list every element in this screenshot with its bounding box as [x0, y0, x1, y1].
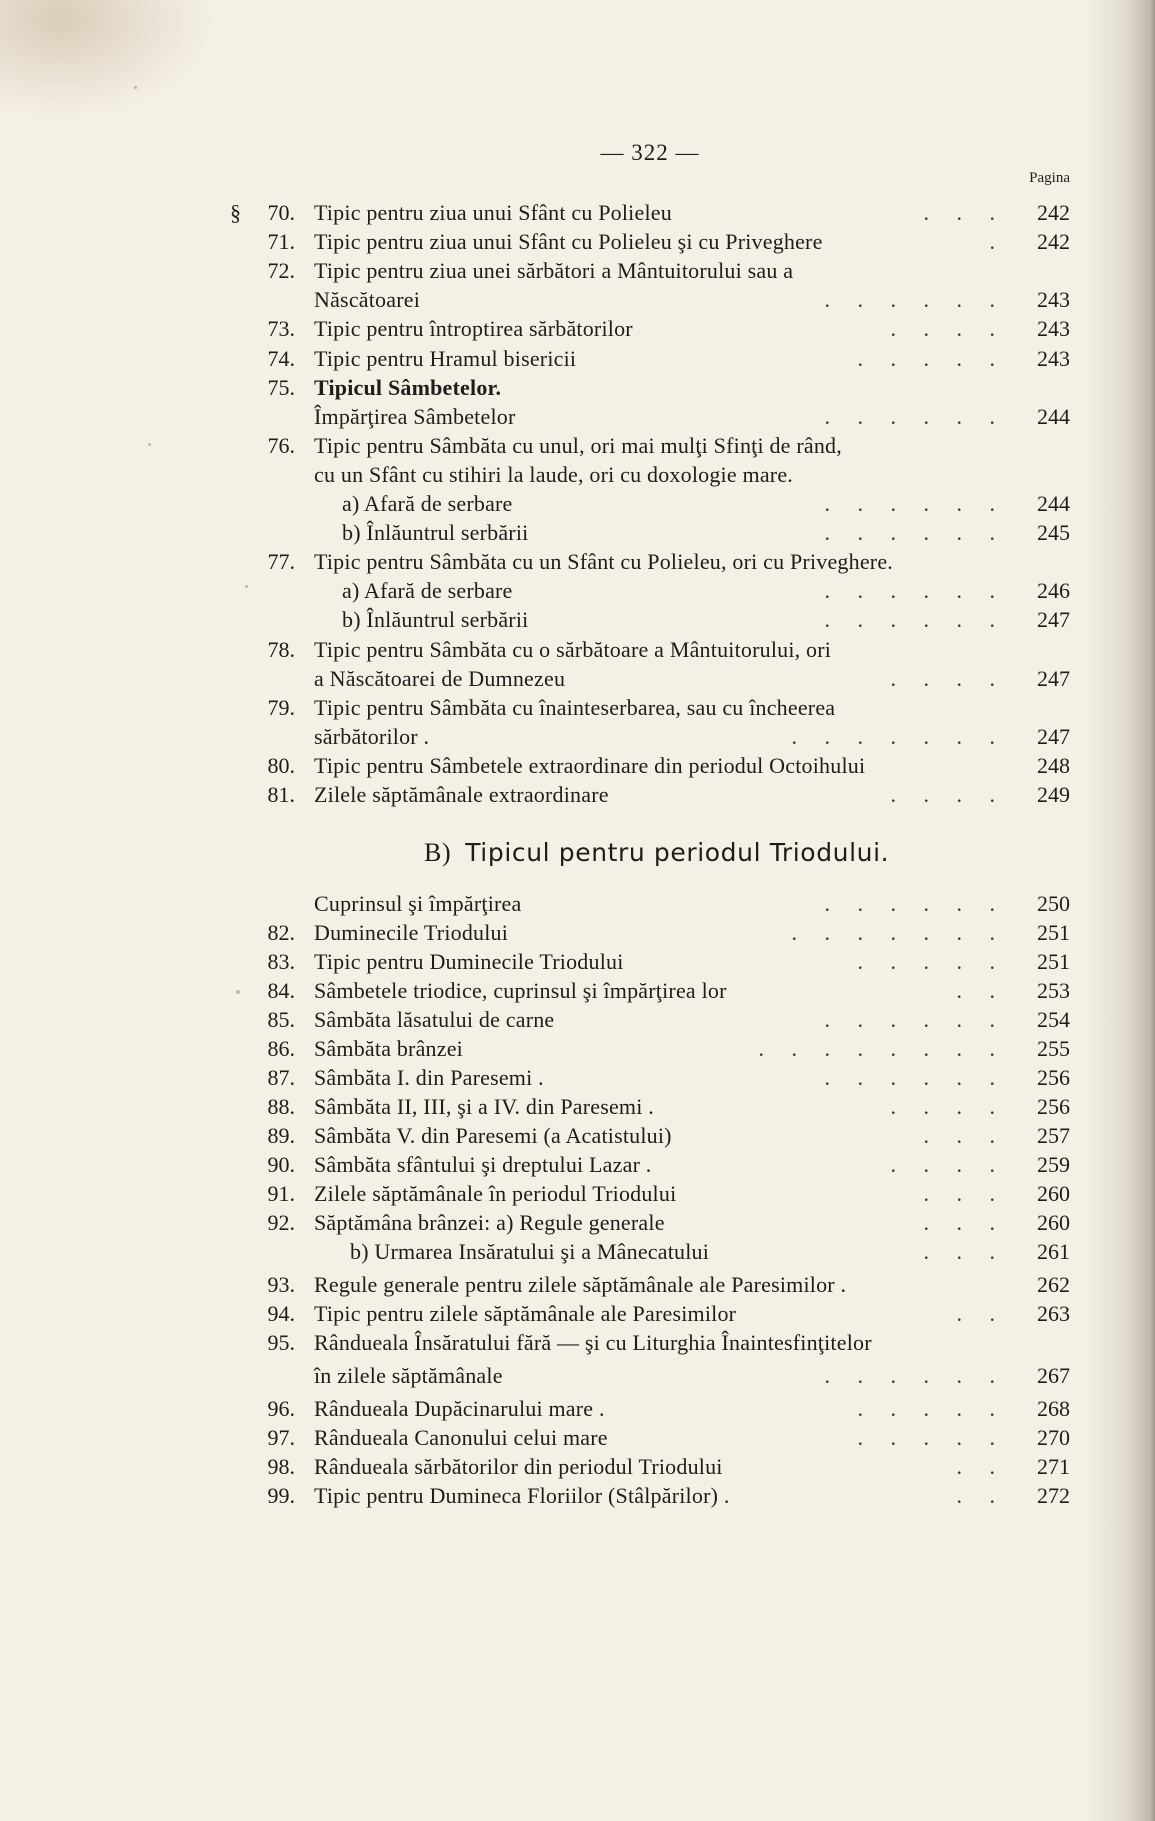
- entry-title: cu un Sfânt cu stihiri la laude, ori cu doxologie mare.: [314, 461, 793, 487]
- entry-number: 98.: [267, 1454, 295, 1479]
- entry-number: 84.: [267, 978, 295, 1003]
- toc-entry: [0, 431, 1155, 460]
- entry-page-number: 261: [1037, 1239, 1070, 1264]
- entry-page-number: 268: [1037, 1396, 1070, 1421]
- toc-entry: [0, 918, 1155, 947]
- entry-title: Tipic pentru întroptirea sărbătorilor: [314, 316, 633, 342]
- leader-dots: . . . . . .: [824, 520, 995, 546]
- entry-page-number: 263: [1037, 1301, 1070, 1326]
- entry-number: 99.: [267, 1483, 295, 1508]
- entry-page-number: 270: [1037, 1425, 1070, 1450]
- leader-dots: . . . . . .: [824, 1007, 995, 1032]
- leader-dots: . . .: [923, 1239, 995, 1264]
- leader-dots: . . . .: [890, 665, 995, 691]
- leader-dots: . .: [956, 1483, 995, 1508]
- entry-number: 71.: [267, 229, 295, 255]
- entry-title: Rândueala Dupăcinarului mare .: [314, 1396, 605, 1421]
- toc-entry: [0, 693, 1155, 722]
- entry-title: a Născătoarei de Dumnezeu: [314, 665, 566, 691]
- entry-page-number: 248: [1037, 752, 1070, 778]
- toc-entry: [0, 518, 1155, 547]
- leader-dots: . . . . .: [857, 1425, 995, 1450]
- toc-entry: [0, 1452, 1155, 1481]
- entry-page-number: 259: [1037, 1152, 1070, 1177]
- toc-entry: [0, 780, 1155, 809]
- entry-title: Sâmbăta sfântului şi dreptului Lazar .: [314, 1152, 652, 1177]
- entry-page-number: 262: [1037, 1272, 1070, 1297]
- entry-title: Născătoarei: [314, 287, 421, 313]
- toc-entry: [0, 227, 1155, 256]
- entry-title: Rândueala Canonului celui mare: [314, 1425, 608, 1450]
- leader-dots: . . .: [923, 200, 995, 225]
- toc-entry: [0, 285, 1155, 314]
- leader-dots: . . . . . .: [824, 287, 995, 313]
- leader-dots: . . . . . . . .: [758, 1036, 995, 1061]
- leader-dots: . .: [956, 1301, 995, 1326]
- entry-number: 74.: [267, 345, 295, 371]
- toc-entry: [0, 1092, 1155, 1121]
- entry-title: Tipic pentru Hramul bisericii: [314, 345, 577, 371]
- entry-number: 70.: [267, 200, 295, 225]
- toc-entry: [0, 1328, 1155, 1357]
- toc-entry: [0, 344, 1155, 373]
- entry-page-number: 247: [1037, 607, 1070, 633]
- entry-page-number: 247: [1037, 665, 1070, 691]
- leader-dots: . . .: [923, 1210, 995, 1235]
- leader-dots: . . . . . .: [824, 578, 995, 604]
- scan-speck: [148, 443, 151, 446]
- entry-title: Tipic pentru Sâmbăta cu înainteserbarea, sau cu încheerea: [314, 694, 836, 720]
- entry-title: Tipic pentru ziua unei sărbători a Mântuitorului sau a: [314, 258, 794, 284]
- entry-title: Cuprinsul şi împărţirea: [314, 891, 522, 916]
- entry-number: 94.: [267, 1301, 295, 1326]
- toc-entry: [0, 460, 1155, 489]
- entry-number: 72.: [267, 258, 295, 284]
- entry-number: 92.: [267, 1210, 295, 1235]
- entry-title: în zilele săptămânale: [314, 1363, 503, 1388]
- entry-number: 81.: [267, 782, 295, 807]
- toc-entry: [0, 976, 1155, 1005]
- leader-dots: . . . . . .: [824, 607, 995, 633]
- entry-title: b) Înlăuntrul serbării: [342, 607, 529, 633]
- toc-entry: [0, 314, 1155, 343]
- toc-entry: [0, 1121, 1155, 1150]
- scan-speck: [134, 86, 137, 89]
- entry-title: Zilele săptămânale extraordinare: [314, 782, 609, 807]
- leader-dots: . . . . .: [857, 1396, 995, 1421]
- leader-dots: . .: [956, 978, 995, 1003]
- entry-page-number: 251: [1037, 920, 1070, 945]
- entry-page-number: 255: [1037, 1036, 1070, 1061]
- entry-title: Sâmbetele triodice, cuprinsul şi împărţirea lor: [314, 978, 727, 1003]
- entry-number: 77.: [267, 549, 295, 575]
- leader-dots: . . . .: [890, 1152, 995, 1177]
- entry-number: 73.: [267, 316, 295, 342]
- leader-dots: . . . .: [890, 1094, 995, 1119]
- leader-dots: . . . . . .: [824, 891, 995, 916]
- leader-dots: . . .: [923, 1123, 995, 1148]
- entry-page-number: 250: [1037, 891, 1070, 916]
- leader-dots: . . . . .: [857, 949, 995, 974]
- entry-title: Tipic pentru Sâmbăta cu unul, ori mai mulţi Sfinţi de rând,: [314, 432, 842, 458]
- entry-number: 97.: [267, 1425, 295, 1450]
- entry-title: Tipic pentru Sâmbetele extraordinare din periodul Octoihului: [314, 752, 866, 778]
- entry-title: b) Înlăuntrul serbării: [342, 520, 529, 546]
- entry-page-number: 249: [1037, 782, 1070, 807]
- entry-page-number: 254: [1037, 1007, 1070, 1032]
- entry-title: Sâmbăta brânzei: [314, 1036, 463, 1061]
- toc-entry: [0, 1005, 1155, 1034]
- entry-number: 90.: [267, 1152, 295, 1177]
- entry-page-number: 243: [1037, 287, 1070, 313]
- entry-title: Împărţirea Sâmbetelor: [314, 403, 516, 429]
- entry-number: 76.: [267, 432, 295, 458]
- entry-page-number: 243: [1037, 345, 1070, 371]
- entry-title: Rândueala sărbătorilor din periodul Triodului: [314, 1454, 723, 1479]
- entry-number: 93.: [267, 1272, 295, 1297]
- toc-entry: [0, 489, 1155, 518]
- entry-number: 80.: [267, 752, 295, 778]
- entry-title: Tipic pentru zilele săptămânale ale Paresimilor: [314, 1301, 737, 1326]
- entry-title: Duminecile Triodului: [314, 920, 509, 945]
- leader-dots: .: [989, 229, 995, 255]
- entry-title: Tipicul Sâmbetelor.: [314, 374, 502, 400]
- entry-page-number: 257: [1037, 1123, 1070, 1148]
- entry-number: 95.: [267, 1330, 295, 1355]
- toc-entry: [0, 1299, 1155, 1328]
- toc-entry: [0, 1481, 1155, 1510]
- toc-entry: [0, 1150, 1155, 1179]
- entry-page-number: 256: [1037, 1065, 1070, 1090]
- leader-dots: . .: [956, 1454, 995, 1479]
- entry-title: Săptămâna brânzei: a) Regule generale: [314, 1210, 665, 1235]
- entry-title: Zilele săptămânale în periodul Triodului: [314, 1181, 677, 1206]
- entry-title: Sâmbăta V. din Paresemi (a Acatistului): [314, 1123, 672, 1148]
- page-column-label: Pagina: [1029, 170, 1070, 186]
- entry-page-number: 242: [1037, 200, 1070, 225]
- leader-dots: . . . .: [890, 782, 995, 807]
- toc-entry: [0, 1270, 1155, 1299]
- entry-page-number: 260: [1037, 1181, 1070, 1206]
- entry-title: b) Urmarea Insăratului şi a Mânecatului: [350, 1239, 710, 1264]
- entry-page-number: 245: [1037, 520, 1070, 546]
- entry-number: 75.: [267, 374, 295, 400]
- entry-title: Tipic pentru Dumineca Floriilor (Stâlpărilor) .: [314, 1483, 730, 1508]
- entry-number: 86.: [267, 1036, 295, 1061]
- toc-entry: [0, 1034, 1155, 1063]
- entry-page-number: 251: [1037, 949, 1070, 974]
- toc-entry: [0, 947, 1155, 976]
- leader-dots: . . . . . .: [824, 403, 995, 429]
- toc-entry: [0, 1208, 1155, 1237]
- leader-dots: . . . . . . .: [791, 723, 995, 749]
- entry-number: 88.: [267, 1094, 295, 1119]
- entry-page-number: 244: [1037, 403, 1070, 429]
- entry-title: a) Afară de serbare: [342, 578, 513, 604]
- leader-dots: . . . . . .: [824, 491, 995, 516]
- entry-number: 91.: [267, 1181, 295, 1206]
- entry-title: a) Afară de serbare: [342, 491, 513, 516]
- page-number: — 322 —: [600, 140, 700, 165]
- toc-entry: [0, 1179, 1155, 1208]
- toc-entry: [0, 889, 1155, 918]
- section-b-letter: B): [424, 838, 452, 867]
- entry-number: 87.: [267, 1065, 295, 1090]
- entry-number: 89.: [267, 1123, 295, 1148]
- entry-title: Tipic pentru ziua unui Sfânt cu Polieleu: [314, 200, 672, 225]
- section-b-title: Tipicul pentru periodul Triodului.: [465, 838, 890, 867]
- toc-entry: [0, 1361, 1155, 1390]
- leader-dots: . . . . . .: [824, 1065, 995, 1090]
- entry-page-number: 253: [1037, 978, 1070, 1003]
- toc-entry: [0, 547, 1155, 576]
- entry-title: Rândueala Însăratului fără — şi cu Liturghia Înaintesfinţitelor: [314, 1330, 872, 1355]
- leader-dots: . . . . .: [857, 345, 995, 371]
- entry-page-number: 243: [1037, 316, 1070, 342]
- entry-page-number: 246: [1037, 578, 1070, 604]
- toc-entry: [0, 576, 1155, 605]
- toc-entry: [0, 1394, 1155, 1423]
- entry-page-number: 247: [1037, 723, 1070, 749]
- entry-title: Tipic pentru Sâmbăta cu un Sfânt cu Polieleu, ori cu Priveghere.: [314, 549, 893, 575]
- entry-title: Sâmbăta I. din Paresemi .: [314, 1065, 544, 1090]
- toc-entry: [0, 198, 1155, 227]
- entry-page-number: 271: [1037, 1454, 1070, 1479]
- entry-number: 79.: [267, 694, 295, 720]
- entry-title: Tipic pentru ziua unui Sfânt cu Polieleu şi cu Priveghere: [314, 229, 823, 255]
- toc-entry: [0, 1237, 1155, 1266]
- entry-number: 96.: [267, 1396, 295, 1421]
- entry-page-number: 272: [1037, 1483, 1070, 1508]
- leader-dots: . . .: [923, 1181, 995, 1206]
- entry-number: 83.: [267, 949, 295, 974]
- toc-entry: [0, 664, 1155, 693]
- scan-speck: [236, 990, 240, 994]
- entry-title: Regule generale pentru zilele săptămânale ale Paresimilor .: [314, 1272, 847, 1297]
- toc-entry: [0, 256, 1155, 285]
- entry-number: 85.: [267, 1007, 295, 1032]
- entry-page-number: 260: [1037, 1210, 1070, 1235]
- entry-title: Sâmbăta lăsatului de carne: [314, 1007, 555, 1032]
- leader-dots: . . . . . . .: [791, 920, 995, 945]
- leader-dots: . . . . . .: [824, 1363, 995, 1388]
- entry-title: Tipic pentru Duminecile Triodului: [314, 949, 624, 974]
- toc-entry: [0, 751, 1155, 780]
- toc-entry: [0, 402, 1155, 431]
- toc-entry: [0, 722, 1155, 751]
- leader-dots: . . . .: [890, 316, 995, 342]
- entry-title: Tipic pentru Sâmbăta cu o sărbătoare a Mântuitorului, ori: [314, 636, 832, 662]
- entry-page-number: 242: [1037, 229, 1070, 255]
- entry-number: 78.: [267, 636, 295, 662]
- entry-number: 82.: [267, 920, 295, 945]
- entry-page-number: 267: [1037, 1363, 1070, 1388]
- section-b-heading: [424, 838, 889, 868]
- entry-page-number: 244: [1037, 491, 1070, 516]
- entry-page-number: 256: [1037, 1094, 1070, 1119]
- section-mark: §: [230, 200, 241, 225]
- toc-entry: [0, 635, 1155, 664]
- scan-speck: [245, 585, 248, 588]
- entry-title: Sâmbăta II, III, şi a IV. din Paresemi .: [314, 1094, 654, 1119]
- toc-entry: [0, 1423, 1155, 1452]
- toc-entry: [0, 373, 1155, 402]
- toc-entry: [0, 605, 1155, 634]
- toc-entry: [0, 1063, 1155, 1092]
- entry-title: sărbătorilor .: [314, 723, 430, 749]
